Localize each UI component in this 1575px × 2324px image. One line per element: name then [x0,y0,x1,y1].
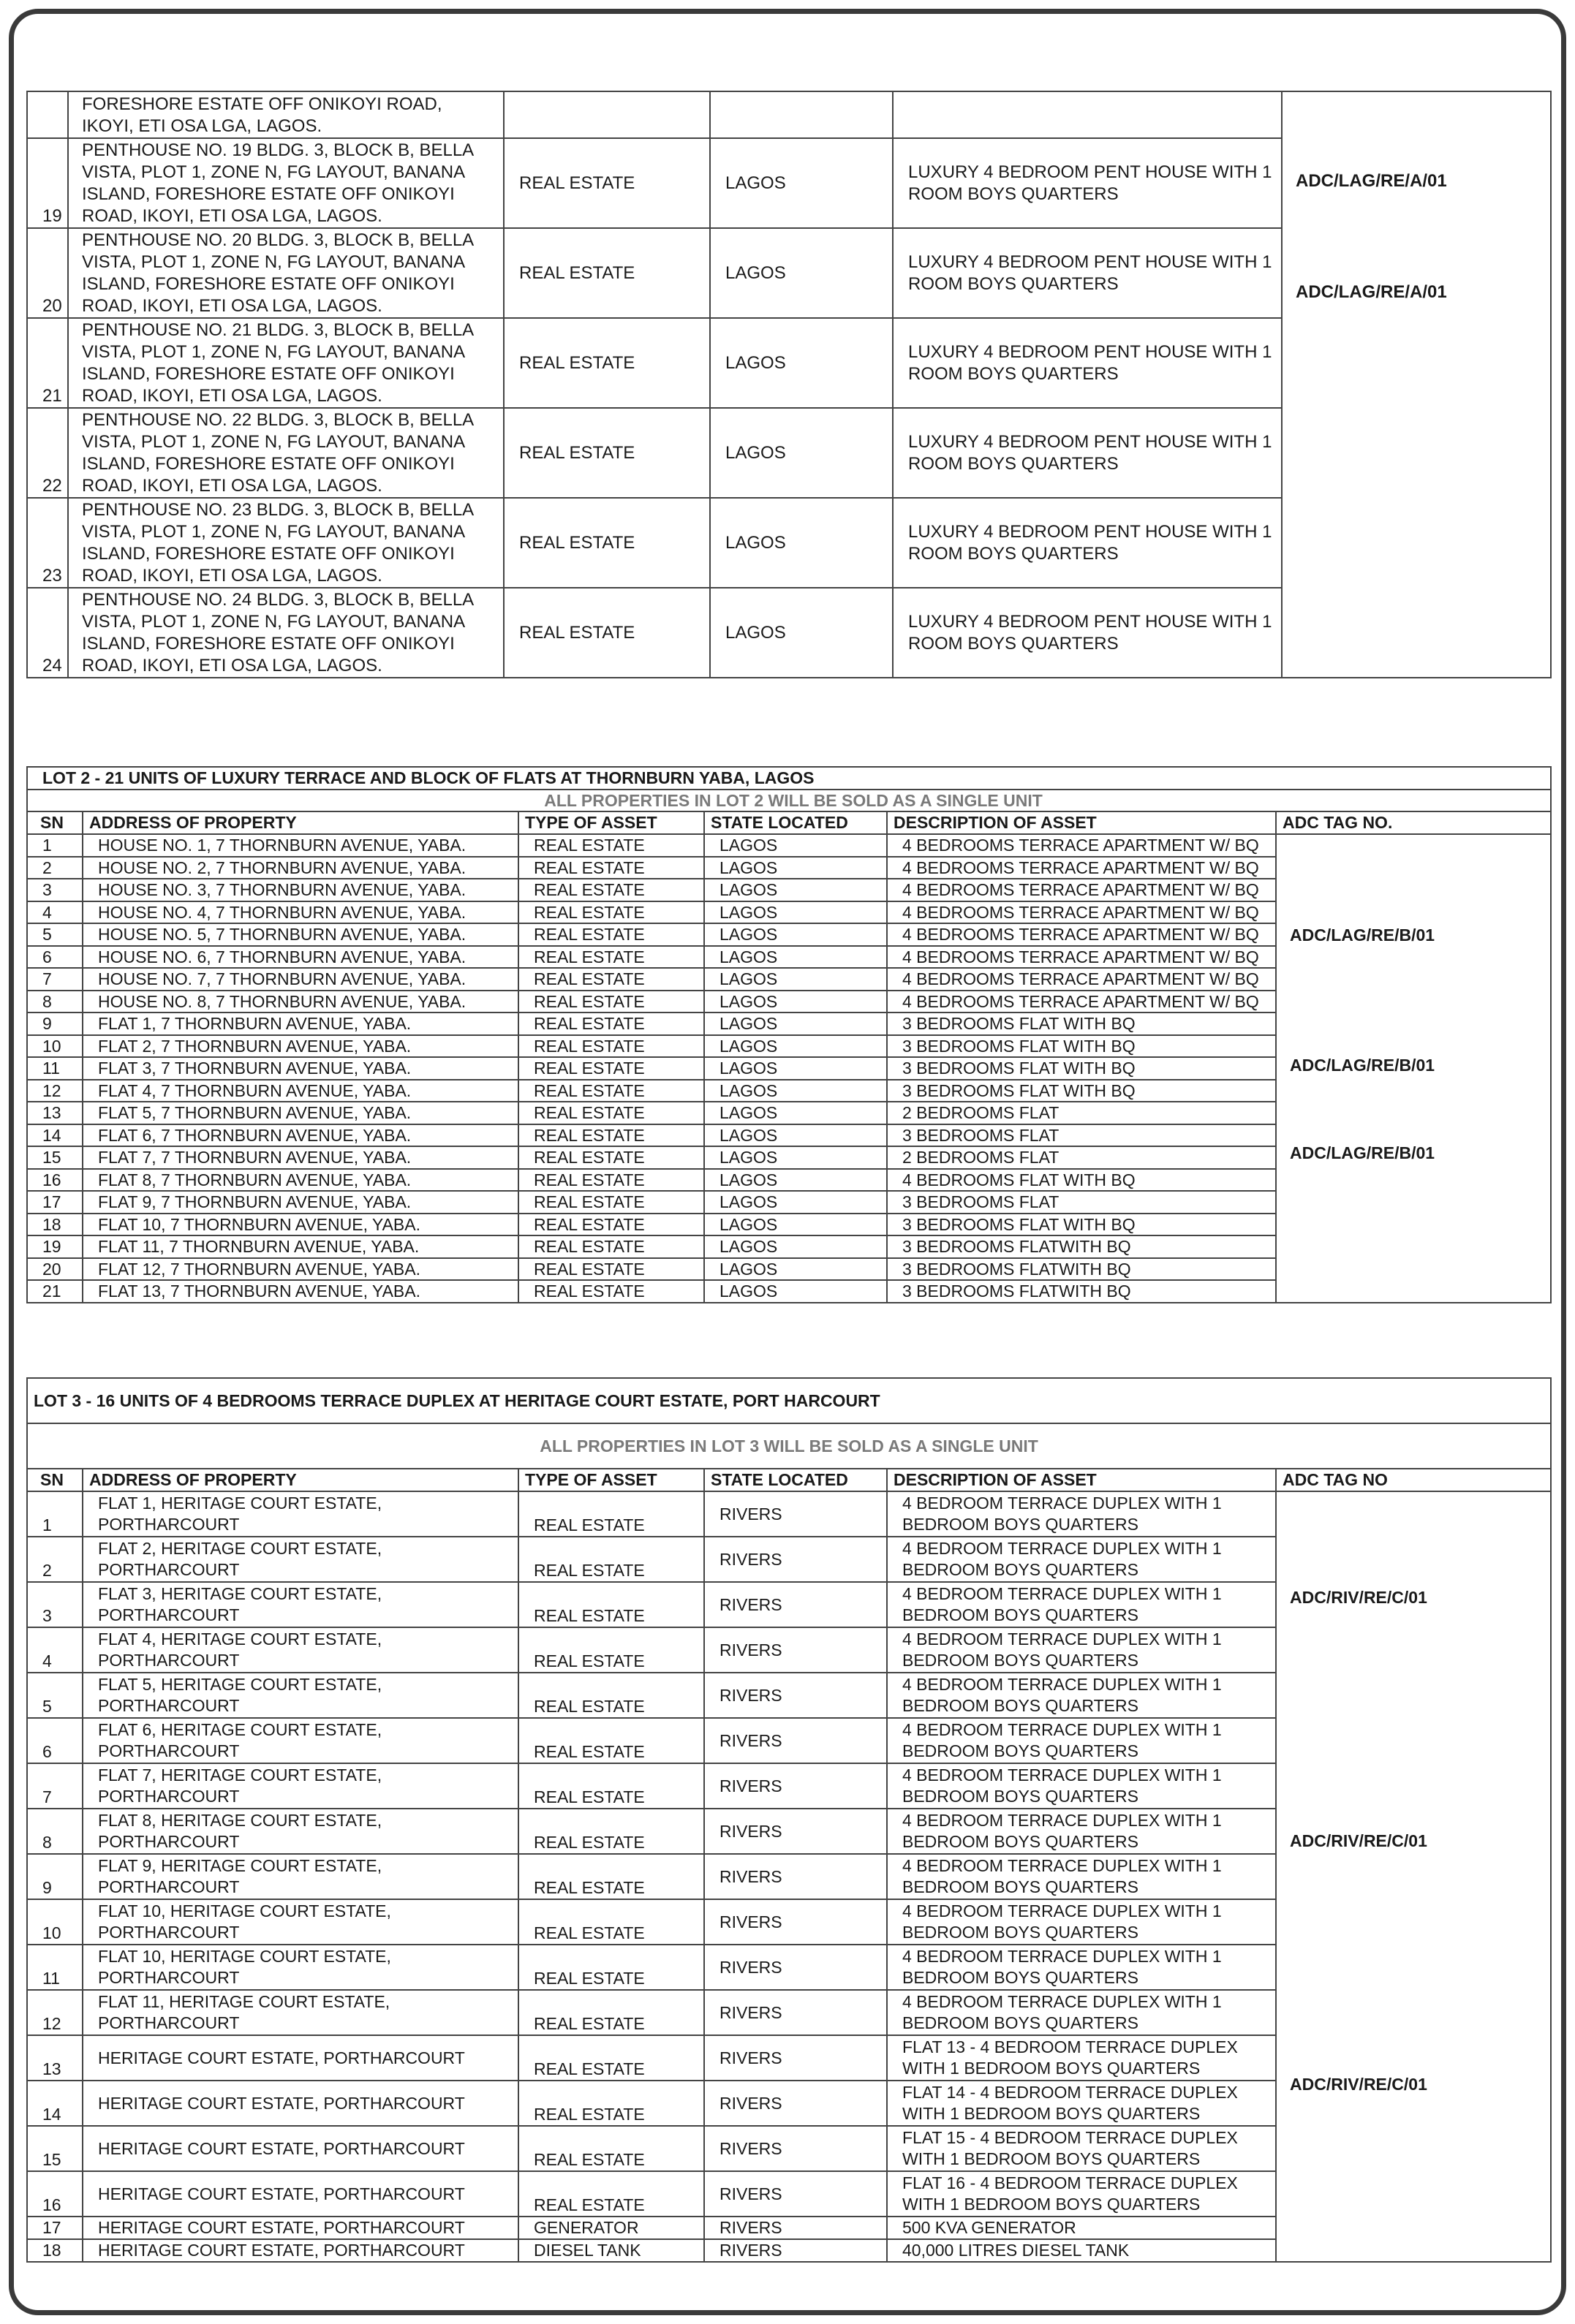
desc-cell: LUXURY 4 BEDROOM PENT HOUSE WITH 1 ROOM BOYS QUARTERS [893,498,1282,588]
header-state: STATE LOCATED [704,1469,887,1491]
header-tag: ADC TAG NO. [1276,811,1551,834]
desc-cell: 4 BEDROOMS TERRACE APARTMENT W/ BQ [887,857,1276,879]
state-cell [710,91,893,138]
type-cell: REAL ESTATE [504,138,710,228]
desc-cell: LUXURY 4 BEDROOM PENT HOUSE WITH 1 ROOM BOYS QUARTERS [893,138,1282,228]
desc-cell: 4 BEDROOM TERRACE DUPLEX WITH 1 BEDROOM BOYS QUARTERS [887,1718,1276,1763]
address-cell: FLAT 12, 7 THORNBURN AVENUE, YABA. [83,1258,518,1281]
desc-cell: 4 BEDROOM TERRACE DUPLEX WITH 1 BEDROOM BOYS QUARTERS [887,1945,1276,1990]
sn-cell: 19 [27,1235,83,1258]
state-cell: LAGOS [704,1235,887,1258]
state-cell: RIVERS [704,1854,887,1899]
sn-cell: 15 [27,1146,83,1169]
type-cell: REAL ESTATE [518,1945,704,1990]
lot2-body [27,767,1551,1303]
header-address: ADDRESS OF PROPERTY [83,1469,518,1491]
address-cell: PENTHOUSE NO. 22 BLDG. 3, BLOCK B, BELLA VISTA, PLOT 1, ZONE N, FG LAYOUT, BANANA ISLAND, FORESHORE ESTATE OFF ONIKOYI ROAD, IKOYI, ETI OSA LGA, LAGOS. [68,408,504,498]
address-cell: FLAT 10, 7 THORNBURN AVENUE, YABA. [83,1214,518,1236]
sn-cell: 12 [27,1990,83,2035]
lot2-header-row [27,811,1551,834]
sn-cell: 7 [27,1763,83,1809]
lot2-table [26,766,1552,1303]
sn-cell: 15 [27,2126,83,2171]
adc-tag-value: ADC/LAG/RE/B/01 [1290,926,1435,945]
type-cell: REAL ESTATE [504,318,710,408]
desc-cell: 2 BEDROOMS FLAT [887,1102,1276,1124]
desc-cell [893,91,1282,138]
address-cell: FLAT 1, 7 THORNBURN AVENUE, YABA. [83,1013,518,1035]
lot1-body [27,91,1551,678]
type-cell: REAL ESTATE [518,1809,704,1854]
state-cell: LAGOS [704,923,887,946]
address-cell: PENTHOUSE NO. 23 BLDG. 3, BLOCK B, BELLA VISTA, PLOT 1, ZONE N, FG LAYOUT, BANANA ISLAND, FORESHORE ESTATE OFF ONIKOYI ROAD, IKOYI, ETI OSA LGA, LAGOS. [68,498,504,588]
state-cell: LAGOS [704,857,887,879]
type-cell: DIESEL TANK [518,2239,704,2262]
address-cell: FLAT 4, HERITAGE COURT ESTATE, PORTHARCOURT [83,1627,518,1673]
lot2-title-row [27,767,1551,790]
sn-cell: 18 [27,1214,83,1236]
sn-cell: 13 [27,1102,83,1124]
address-cell: FLAT 2, 7 THORNBURN AVENUE, YABA. [83,1035,518,1058]
desc-cell: 3 BEDROOMS FLATWITH BQ [887,1258,1276,1281]
state-cell: LAGOS [704,1035,887,1058]
desc-cell: 3 BEDROOMS FLAT WITH BQ [887,1035,1276,1058]
desc-cell: 4 BEDROOMS TERRACE APARTMENT W/ BQ [887,968,1276,991]
lot2-note: ALL PROPERTIES IN LOT 2 WILL BE SOLD AS A SINGLE UNIT [27,790,1551,812]
state-cell: LAGOS [710,228,893,318]
desc-cell: 4 BEDROOMS TERRACE APARTMENT W/ BQ [887,923,1276,946]
state-cell: RIVERS [704,1673,887,1718]
address-cell: FLAT 3, 7 THORNBURN AVENUE, YABA. [83,1057,518,1080]
address-cell: PENTHOUSE NO. 24 BLDG. 3, BLOCK B, BELLA VISTA, PLOT 1, ZONE N, FG LAYOUT, BANANA ISLAND, FORESHORE ESTATE OFF ONIKOYI ROAD, IKOYI, ETI OSA LGA, LAGOS. [68,588,504,678]
desc-cell: 4 BEDROOM TERRACE DUPLEX WITH 1 BEDROOM BOYS QUARTERS [887,1537,1276,1582]
desc-cell: 4 BEDROOM TERRACE DUPLEX WITH 1 BEDROOM BOYS QUARTERS [887,1627,1276,1673]
sn-cell: 2 [27,857,83,879]
state-cell: LAGOS [704,1146,887,1169]
desc-cell: LUXURY 4 BEDROOM PENT HOUSE WITH 1 ROOM BOYS QUARTERS [893,228,1282,318]
address-cell: HERITAGE COURT ESTATE, PORTHARCOURT [83,2035,518,2081]
desc-cell: LUXURY 4 BEDROOM PENT HOUSE WITH 1 ROOM BOYS QUARTERS [893,408,1282,498]
desc-cell: 3 BEDROOMS FLATWITH BQ [887,1235,1276,1258]
lot3-header-row [27,1469,1551,1491]
sn-cell: 14 [27,1124,83,1147]
sn-cell: 4 [27,901,83,924]
type-cell: REAL ESTATE [518,2126,704,2171]
adc-tag-value: ADC/LAG/RE/B/01 [1290,1056,1435,1075]
address-cell: FLAT 6, 7 THORNBURN AVENUE, YABA. [83,1124,518,1147]
state-cell: LAGOS [704,968,887,991]
sn-cell: 8 [27,1809,83,1854]
address-cell: FLAT 8, HERITAGE COURT ESTATE, PORTHARCOURT [83,1809,518,1854]
sn-cell: 22 [27,408,68,498]
type-cell: REAL ESTATE [518,1191,704,1214]
address-cell: FORESHORE ESTATE OFF ONIKOYI ROAD, IKOYI, ETI OSA LGA, LAGOS. [68,91,504,138]
state-cell: LAGOS [704,1124,887,1147]
desc-cell: 4 BEDROOMS TERRACE APARTMENT W/ BQ [887,834,1276,857]
sn-cell: 18 [27,2239,83,2262]
type-cell: REAL ESTATE [518,1013,704,1035]
sn-cell: 9 [27,1854,83,1899]
address-cell: FLAT 3, HERITAGE COURT ESTATE, PORTHARCOURT [83,1582,518,1627]
state-cell: RIVERS [704,2217,887,2239]
state-cell: LAGOS [710,138,893,228]
header-sn: SN [27,1469,83,1491]
state-cell: RIVERS [704,2126,887,2171]
lot3-table [26,1377,1552,2263]
sn-cell: 19 [27,138,68,228]
adc-tag-value: ADC/LAG/RE/A/01 [1296,282,1447,302]
lot3-note-row [27,1423,1551,1469]
sn-cell: 13 [27,2035,83,2081]
sn-cell: 12 [27,1080,83,1102]
sn-cell: 17 [27,1191,83,1214]
sn-cell: 24 [27,588,68,678]
adc-tag-value: ADC/LAG/RE/A/01 [1296,171,1447,191]
address-cell: HERITAGE COURT ESTATE, PORTHARCOURT [83,2081,518,2126]
type-cell: REAL ESTATE [518,2171,704,2217]
desc-cell: 4 BEDROOMS TERRACE APARTMENT W/ BQ [887,879,1276,901]
header-type: TYPE OF ASSET [518,1469,704,1491]
state-cell: LAGOS [704,1258,887,1281]
type-cell: REAL ESTATE [504,588,710,678]
desc-cell: 4 BEDROOM TERRACE DUPLEX WITH 1 BEDROOM BOYS QUARTERS [887,1990,1276,2035]
lot2-title: LOT 2 - 21 UNITS OF LUXURY TERRACE AND BLOCK OF FLATS AT THORNBURN YABA, LAGOS [27,767,1551,790]
address-cell: HERITAGE COURT ESTATE, PORTHARCOURT [83,2217,518,2239]
type-cell: REAL ESTATE [518,1673,704,1718]
adc-tag-value: ADC/RIV/RE/C/01 [1290,1588,1427,1607]
sn-cell: 16 [27,1169,83,1192]
desc-cell: 3 BEDROOMS FLAT WITH BQ [887,1057,1276,1080]
address-cell: PENTHOUSE NO. 19 BLDG. 3, BLOCK B, BELLA VISTA, PLOT 1, ZONE N, FG LAYOUT, BANANA ISLAND, FORESHORE ESTATE OFF ONIKOYI ROAD, IKOYI, ETI OSA LGA, LAGOS. [68,138,504,228]
address-cell: FLAT 1, HERITAGE COURT ESTATE, PORTHARCOURT [83,1491,518,1537]
address-cell: FLAT 9, 7 THORNBURN AVENUE, YABA. [83,1191,518,1214]
desc-cell: 3 BEDROOMS FLATWITH BQ [887,1280,1276,1303]
header-address: ADDRESS OF PROPERTY [83,811,518,834]
desc-cell: 2 BEDROOMS FLAT [887,1146,1276,1169]
state-cell: RIVERS [704,1491,887,1537]
address-cell: FLAT 7, HERITAGE COURT ESTATE, PORTHARCOURT [83,1763,518,1809]
type-cell: REAL ESTATE [518,1537,704,1582]
state-cell: LAGOS [704,1057,887,1080]
state-cell: RIVERS [704,1718,887,1763]
header-state: STATE LOCATED [704,811,887,834]
sn-cell: 7 [27,968,83,991]
desc-cell: 3 BEDROOMS FLAT WITH BQ [887,1013,1276,1035]
address-cell: HOUSE NO. 1, 7 THORNBURN AVENUE, YABA. [83,834,518,857]
desc-cell: 4 BEDROOM TERRACE DUPLEX WITH 1 BEDROOM BOYS QUARTERS [887,1809,1276,1854]
sn-cell: 16 [27,2171,83,2217]
address-cell: FLAT 10, HERITAGE COURT ESTATE, PORTHARCOURT [83,1899,518,1945]
sn-cell: 21 [27,1280,83,1303]
adc-tag-group [1290,835,1544,1303]
desc-cell: 4 BEDROOMS FLAT WITH BQ [887,1169,1276,1192]
header-sn: SN [27,811,83,834]
sn-cell: 10 [27,1899,83,1945]
type-cell: REAL ESTATE [518,1627,704,1673]
address-cell: FLAT 2, HERITAGE COURT ESTATE, PORTHARCOURT [83,1537,518,1582]
type-cell: REAL ESTATE [518,901,704,924]
sn-cell: 5 [27,1673,83,1718]
sn-cell: 8 [27,991,83,1013]
state-cell: LAGOS [704,901,887,924]
adc-tag-value: ADC/RIV/RE/C/01 [1290,1831,1427,1850]
state-cell: LAGOS [704,1214,887,1236]
desc-cell: FLAT 15 - 4 BEDROOM TERRACE DUPLEX WITH 1 BEDROOM BOYS QUARTERS [887,2126,1276,2171]
desc-cell: 4 BEDROOMS TERRACE APARTMENT W/ BQ [887,946,1276,969]
sn-cell: 14 [27,2081,83,2126]
lot2-note-row [27,790,1551,812]
lot3-title: LOT 3 - 16 UNITS OF 4 BEDROOMS TERRACE DUPLEX AT HERITAGE COURT ESTATE, PORT HARCOURT [27,1378,1551,1423]
type-cell: REAL ESTATE [518,1124,704,1147]
address-cell: HOUSE NO. 5, 7 THORNBURN AVENUE, YABA. [83,923,518,946]
sn-cell: 3 [27,1582,83,1627]
type-cell: REAL ESTATE [504,228,710,318]
type-cell: REAL ESTATE [518,946,704,969]
type-cell: REAL ESTATE [518,1080,704,1102]
desc-cell: 4 BEDROOM TERRACE DUPLEX WITH 1 BEDROOM BOYS QUARTERS [887,1673,1276,1718]
desc-cell: FLAT 14 - 4 BEDROOM TERRACE DUPLEX WITH 1 BEDROOM BOYS QUARTERS [887,2081,1276,2126]
state-cell: LAGOS [710,408,893,498]
desc-cell: 4 BEDROOM TERRACE DUPLEX WITH 1 BEDROOM BOYS QUARTERS [887,1491,1276,1537]
sn-cell: 20 [27,228,68,318]
sn-cell: 21 [27,318,68,408]
address-cell: HOUSE NO. 4, 7 THORNBURN AVENUE, YABA. [83,901,518,924]
address-cell: FLAT 9, HERITAGE COURT ESTATE, PORTHARCOURT [83,1854,518,1899]
type-cell: REAL ESTATE [518,1491,704,1537]
sn-cell [27,91,68,138]
address-cell: FLAT 5, HERITAGE COURT ESTATE, PORTHARCOURT [83,1673,518,1718]
sn-cell: 23 [27,498,68,588]
sn-cell: 20 [27,1258,83,1281]
address-cell: HOUSE NO. 2, 7 THORNBURN AVENUE, YABA. [83,857,518,879]
adc-tag-group [1290,1492,1544,2262]
state-cell: LAGOS [704,1191,887,1214]
lot3-note: ALL PROPERTIES IN LOT 3 WILL BE SOLD AS A SINGLE UNIT [27,1423,1551,1469]
sn-cell: 3 [27,879,83,901]
address-cell: PENTHOUSE NO. 20 BLDG. 3, BLOCK B, BELLA VISTA, PLOT 1, ZONE N, FG LAYOUT, BANANA ISLAND, FORESHORE ESTATE OFF ONIKOYI ROAD, IKOYI, ETI OSA LGA, LAGOS. [68,228,504,318]
address-cell: HERITAGE COURT ESTATE, PORTHARCOURT [83,2239,518,2262]
header-desc: DESCRIPTION OF ASSET [887,811,1276,834]
desc-cell: 4 BEDROOM TERRACE DUPLEX WITH 1 BEDROOM BOYS QUARTERS [887,1854,1276,1899]
sn-cell: 2 [27,1537,83,1582]
state-cell: LAGOS [710,318,893,408]
state-cell: RIVERS [704,1763,887,1809]
state-cell: LAGOS [704,879,887,901]
type-cell: REAL ESTATE [518,968,704,991]
state-cell: LAGOS [704,834,887,857]
address-cell: HOUSE NO. 8, 7 THORNBURN AVENUE, YABA. [83,991,518,1013]
sn-cell: 11 [27,1057,83,1080]
type-cell: REAL ESTATE [518,1235,704,1258]
address-cell: HERITAGE COURT ESTATE, PORTHARCOURT [83,2171,518,2217]
desc-cell: 4 BEDROOM TERRACE DUPLEX WITH 1 BEDROOM BOYS QUARTERS [887,1763,1276,1809]
address-cell: PENTHOUSE NO. 21 BLDG. 3, BLOCK B, BELLA VISTA, PLOT 1, ZONE N, FG LAYOUT, BANANA ISLAND, FORESHORE ESTATE OFF ONIKOYI ROAD, IKOYI, ETI OSA LGA, LAGOS. [68,318,504,408]
state-cell: RIVERS [704,1627,887,1673]
address-cell: HOUSE NO. 7, 7 THORNBURN AVENUE, YABA. [83,968,518,991]
type-cell: REAL ESTATE [518,2035,704,2081]
type-cell: REAL ESTATE [518,1146,704,1169]
lot3-body [27,1378,1551,2262]
sn-cell: 1 [27,1491,83,1537]
header-desc: DESCRIPTION OF ASSET [887,1469,1276,1491]
desc-cell: LUXURY 4 BEDROOM PENT HOUSE WITH 1 ROOM BOYS QUARTERS [893,588,1282,678]
lot3-title-row [27,1378,1551,1423]
sn-cell: 5 [27,923,83,946]
table-row [27,834,1551,857]
type-cell: REAL ESTATE [518,1854,704,1899]
type-cell: REAL ESTATE [518,1763,704,1809]
type-cell: REAL ESTATE [518,1035,704,1058]
type-cell: REAL ESTATE [518,1899,704,1945]
type-cell: REAL ESTATE [518,1258,704,1281]
sn-cell: 6 [27,1718,83,1763]
type-cell: REAL ESTATE [518,2081,704,2126]
desc-cell: 4 BEDROOM TERRACE DUPLEX WITH 1 BEDROOM BOYS QUARTERS [887,1899,1276,1945]
state-cell: RIVERS [704,1990,887,2035]
lot1-table [26,91,1552,678]
address-cell: HERITAGE COURT ESTATE, PORTHARCOURT [83,2126,518,2171]
desc-cell: FLAT 13 - 4 BEDROOM TERRACE DUPLEX WITH 1 BEDROOM BOYS QUARTERS [887,2035,1276,2081]
type-cell: REAL ESTATE [518,923,704,946]
state-cell: RIVERS [704,1582,887,1627]
state-cell: RIVERS [704,1945,887,1990]
type-cell: REAL ESTATE [518,1169,704,1192]
type-cell: REAL ESTATE [518,1990,704,2035]
desc-cell: LUXURY 4 BEDROOM PENT HOUSE WITH 1 ROOM BOYS QUARTERS [893,318,1282,408]
desc-cell: 3 BEDROOMS FLAT [887,1124,1276,1147]
desc-cell: 3 BEDROOMS FLAT WITH BQ [887,1214,1276,1236]
state-cell: LAGOS [704,1080,887,1102]
sn-cell: 9 [27,1013,83,1035]
state-cell: RIVERS [704,1809,887,1854]
state-cell: RIVERS [704,2171,887,2217]
state-cell: LAGOS [704,1280,887,1303]
type-cell: REAL ESTATE [518,1057,704,1080]
header-tag: ADC TAG NO [1276,1469,1551,1491]
desc-cell: 40,000 LITRES DIESEL TANK [887,2239,1276,2262]
state-cell: LAGOS [704,1169,887,1192]
sn-cell: 17 [27,2217,83,2239]
state-cell: RIVERS [704,2081,887,2126]
address-cell: FLAT 8, 7 THORNBURN AVENUE, YABA. [83,1169,518,1192]
state-cell: LAGOS [704,946,887,969]
desc-cell: 4 BEDROOM TERRACE DUPLEX WITH 1 BEDROOM BOYS QUARTERS [887,1582,1276,1627]
type-cell: REAL ESTATE [518,1214,704,1236]
type-cell: REAL ESTATE [518,857,704,879]
type-cell: REAL ESTATE [518,1718,704,1763]
state-cell: LAGOS [704,1102,887,1124]
table-row [27,1491,1551,1537]
address-cell: FLAT 13, 7 THORNBURN AVENUE, YABA. [83,1280,518,1303]
adc-tag-cell [1276,1491,1551,2262]
type-cell: GENERATOR [518,2217,704,2239]
sn-cell: 10 [27,1035,83,1058]
state-cell: LAGOS [710,498,893,588]
desc-cell: 4 BEDROOMS TERRACE APARTMENT W/ BQ [887,991,1276,1013]
type-cell [504,91,710,138]
state-cell: LAGOS [704,991,887,1013]
address-cell: FLAT 11, 7 THORNBURN AVENUE, YABA. [83,1235,518,1258]
state-cell: RIVERS [704,2035,887,2081]
adc-tag-value: ADC/LAG/RE/B/01 [1290,1143,1435,1162]
state-cell: RIVERS [704,1537,887,1582]
state-cell: LAGOS [710,588,893,678]
type-cell: REAL ESTATE [518,1102,704,1124]
adc-tag-value: ADC/RIV/RE/C/01 [1290,2075,1427,2094]
type-cell: REAL ESTATE [504,408,710,498]
type-cell: REAL ESTATE [518,834,704,857]
desc-cell: 500 KVA GENERATOR [887,2217,1276,2239]
sn-cell: 4 [27,1627,83,1673]
type-cell: REAL ESTATE [518,1582,704,1627]
address-cell: FLAT 10, HERITAGE COURT ESTATE, PORTHARCOURT [83,1945,518,1990]
desc-cell: FLAT 16 - 4 BEDROOM TERRACE DUPLEX WITH 1 BEDROOM BOYS QUARTERS [887,2171,1276,2217]
desc-cell: 4 BEDROOMS TERRACE APARTMENT W/ BQ [887,901,1276,924]
sn-cell: 11 [27,1945,83,1990]
address-cell: FLAT 11, HERITAGE COURT ESTATE, PORTHARCOURT [83,1990,518,2035]
header-type: TYPE OF ASSET [518,811,704,834]
address-cell: HOUSE NO. 3, 7 THORNBURN AVENUE, YABA. [83,879,518,901]
state-cell: RIVERS [704,2239,887,2262]
address-cell: FLAT 4, 7 THORNBURN AVENUE, YABA. [83,1080,518,1102]
sn-cell: 1 [27,834,83,857]
state-cell: RIVERS [704,1899,887,1945]
type-cell: REAL ESTATE [518,1280,704,1303]
type-cell: REAL ESTATE [518,879,704,901]
type-cell: REAL ESTATE [504,498,710,588]
sn-cell: 6 [27,946,83,969]
address-cell: FLAT 7, 7 THORNBURN AVENUE, YABA. [83,1146,518,1169]
address-cell: HOUSE NO. 6, 7 THORNBURN AVENUE, YABA. [83,946,518,969]
desc-cell: 3 BEDROOMS FLAT [887,1191,1276,1214]
address-cell: FLAT 5, 7 THORNBURN AVENUE, YABA. [83,1102,518,1124]
table-row [27,91,1551,138]
adc-tag-cell [1282,91,1551,678]
desc-cell: 3 BEDROOMS FLAT WITH BQ [887,1080,1276,1102]
state-cell: LAGOS [704,1013,887,1035]
adc-tag-cell [1276,834,1551,1303]
address-cell: FLAT 6, HERITAGE COURT ESTATE, PORTHARCOURT [83,1718,518,1763]
type-cell: REAL ESTATE [518,991,704,1013]
